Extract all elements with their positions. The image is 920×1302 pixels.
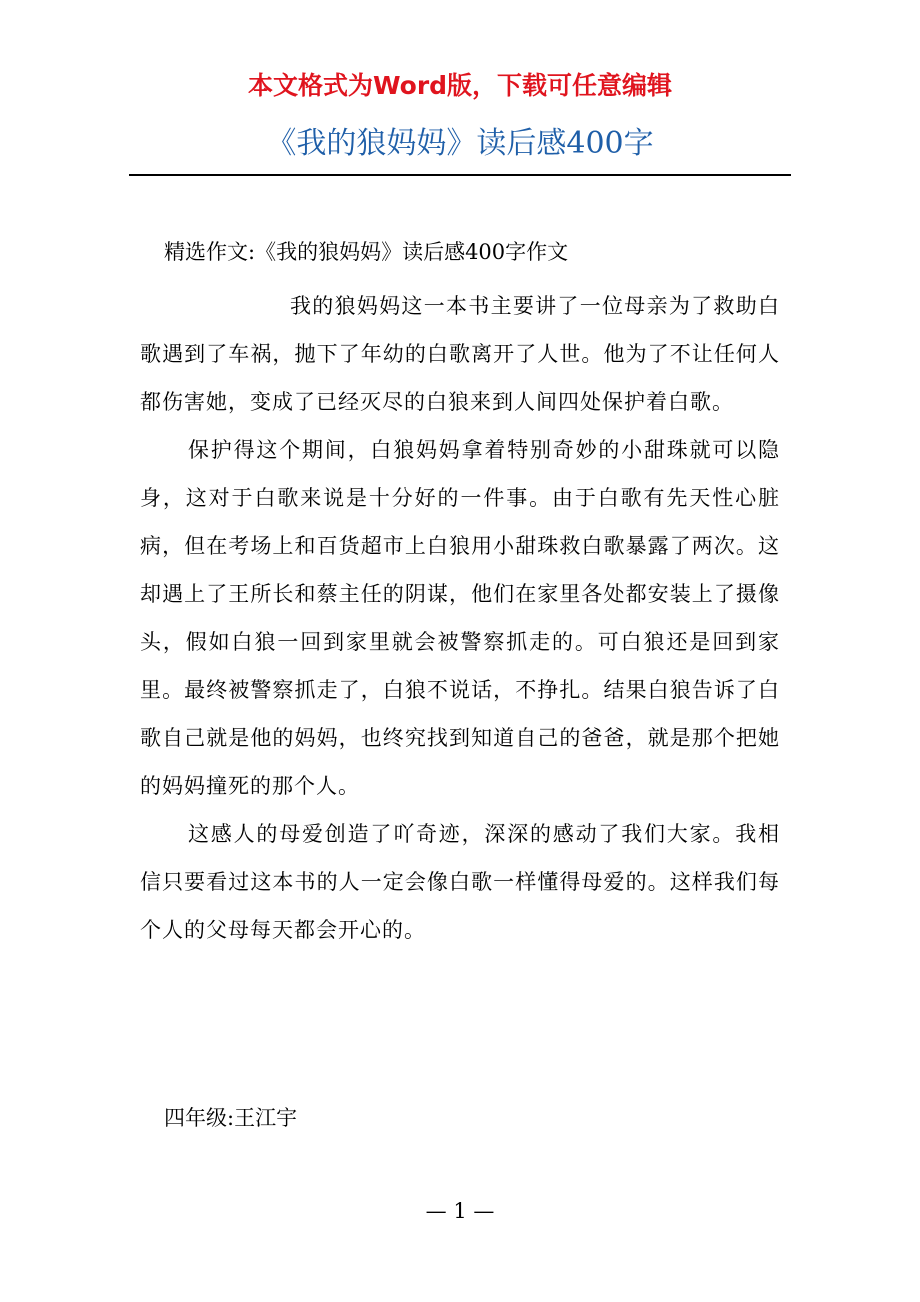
paragraph: 我的狼妈妈这一本书主要讲了一位母亲为了救助白歌遇到了车祸，抛下了年幼的白歌离开了人世。他为了不让任何人都伤害她，变成了已经灭尽的白狼来到人间四处保护着白歌。 bbox=[140, 294, 780, 414]
download-banner: 本文格式为Word版，下载可任意编辑 bbox=[247, 71, 673, 100]
article-body bbox=[140, 282, 780, 954]
page-number: — 1 — bbox=[425, 1199, 495, 1223]
page-title: 《我的狼妈妈》读后感400字 bbox=[266, 126, 654, 161]
paragraph: 保护得这个期间，白狼妈妈拿着特别奇妙的小甜珠就可以隐身，这对于白歌来说是十分好的一件事。由于白歌有先天性心脏病，但在考场上和百货超市上白狼用小甜珠救白歌暴露了两次。这却遇上了王所长和蔡主任的阴谋，他们在家里各处都安装上了摄像头，假如白狼一回到家里就会被警察抓走的。可白狼还是回到家里。最终被警察抓走了，白狼不说话，不挣扎。结果白狼告诉了白歌自己就是他的妈妈，也终究找到知道自己的爸爸，就是那个把她的妈妈撞死的那个人。 bbox=[140, 438, 780, 798]
title-divider bbox=[129, 174, 791, 176]
article-subtitle: 精选作文:《我的狼妈妈》读后感400字作文 bbox=[164, 240, 569, 264]
author-line: 四年级:王江宇 bbox=[164, 1106, 298, 1130]
paragraph: 这感人的母爱创造了吖奇迹，深深的感动了我们大家。我相信只要看过这本书的人一定会像白歌一样懂得母爱的。这样我们每个人的父母每天都会开心的。 bbox=[140, 822, 780, 942]
